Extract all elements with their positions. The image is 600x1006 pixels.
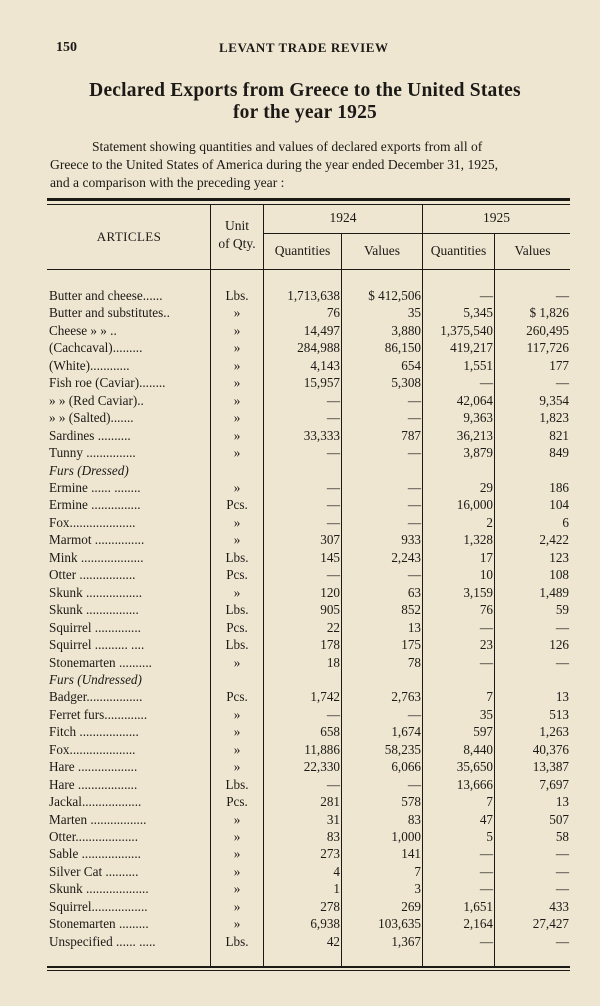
quantity-1925: 597 bbox=[473, 724, 493, 740]
value-1924: 7 bbox=[414, 863, 421, 879]
unit-of-quantity: » bbox=[233, 305, 241, 321]
article-name: Mink ................... bbox=[49, 549, 144, 565]
quantity-1925: 13,666 bbox=[456, 776, 493, 792]
unit-of-quantity: Lbs. bbox=[225, 637, 249, 652]
page-title-line2: for the year 1925 bbox=[232, 102, 378, 123]
quantity-1925: 8,440 bbox=[463, 741, 493, 757]
article-name: Squirrel .......... .... bbox=[49, 637, 145, 652]
article-name: Butter and cheese...... bbox=[49, 288, 163, 303]
quantity-1925: 9,363 bbox=[463, 410, 493, 426]
quantity-1924: 4,143 bbox=[310, 357, 340, 373]
unit-of-quantity: Pcs. bbox=[226, 794, 248, 809]
value-1924: 269 bbox=[401, 898, 421, 914]
quantity-1925: 1,551 bbox=[463, 357, 493, 373]
article-name: Squirrel................. bbox=[49, 898, 148, 914]
value-1925: 1,263 bbox=[539, 724, 569, 740]
header-quantities-1924: Quantities bbox=[274, 243, 331, 258]
quantity-1924: — bbox=[326, 567, 340, 583]
value-1925: 7,697 bbox=[539, 776, 569, 792]
value-1924: 2,243 bbox=[391, 549, 421, 565]
quantity-1925: — bbox=[479, 933, 493, 949]
article-name: Marten ................. bbox=[49, 811, 147, 827]
article-name: Skunk ................. bbox=[49, 584, 143, 600]
quantity-1924: 1,713,638 bbox=[287, 288, 340, 303]
column-divider bbox=[210, 204, 211, 966]
unit-of-quantity: » bbox=[233, 828, 241, 844]
article-name: Squirrel .............. bbox=[49, 619, 141, 635]
value-1925: — bbox=[555, 863, 569, 879]
article-name: Skunk ................... bbox=[49, 881, 149, 897]
value-1924: 13 bbox=[407, 619, 421, 635]
quantity-1925: 5 bbox=[486, 828, 493, 844]
intro-line: Greece to the United States of America during the year ended December 31, 1925, bbox=[50, 157, 499, 172]
quantity-1925: — bbox=[479, 288, 493, 303]
quantity-1924: — bbox=[326, 497, 340, 513]
column-divider bbox=[422, 204, 423, 966]
quantity-1924: — bbox=[326, 410, 340, 426]
quantity-1925: 3,159 bbox=[463, 584, 493, 600]
quantity-1924: 6,938 bbox=[310, 916, 340, 932]
value-1925: 40,376 bbox=[532, 741, 569, 757]
quantity-1925: 5,345 bbox=[463, 305, 493, 321]
article-name: Fox.................... bbox=[49, 514, 136, 530]
quantity-1925: 29 bbox=[479, 479, 493, 495]
value-1925: — bbox=[555, 654, 569, 670]
article-name: Otter ................. bbox=[49, 567, 136, 583]
unit-of-quantity: » bbox=[233, 706, 241, 722]
unit-of-quantity: » bbox=[233, 514, 241, 530]
quantity-1925: 35,650 bbox=[456, 759, 493, 775]
value-1924: — bbox=[407, 392, 421, 408]
quantity-1925: 1,375,540 bbox=[440, 322, 493, 338]
quantity-1925: 36,213 bbox=[456, 427, 493, 443]
article-name: Ferret furs............. bbox=[49, 706, 148, 722]
value-1924: 933 bbox=[401, 532, 421, 548]
quantity-1924: 83 bbox=[326, 828, 340, 844]
value-1924: 654 bbox=[401, 357, 421, 373]
quantity-1925: 7 bbox=[486, 689, 493, 705]
unit-of-quantity: Pcs. bbox=[226, 619, 248, 635]
quantity-1925: — bbox=[479, 619, 493, 635]
value-1925: 13 bbox=[555, 689, 569, 705]
unit-of-quantity: » bbox=[233, 357, 241, 373]
value-1924: 175 bbox=[401, 637, 421, 652]
quantity-1925: — bbox=[479, 863, 493, 879]
page-header bbox=[56, 40, 556, 60]
value-1924: 83 bbox=[407, 811, 421, 827]
page-number: 150 bbox=[56, 40, 77, 55]
value-1924: 1,674 bbox=[391, 724, 421, 740]
value-1924: 141 bbox=[401, 846, 421, 862]
value-1925: 1,823 bbox=[539, 410, 569, 426]
quantity-1925: 23 bbox=[479, 637, 493, 652]
value-1924: — bbox=[407, 514, 421, 530]
value-1924: 6,066 bbox=[391, 759, 421, 775]
value-1925: — bbox=[555, 619, 569, 635]
value-1925: 13 bbox=[555, 794, 569, 809]
value-1924: 78 bbox=[407, 654, 421, 670]
value-1924: 35 bbox=[407, 305, 421, 321]
quantity-1924: 14,497 bbox=[303, 322, 340, 338]
quantity-1924: — bbox=[326, 706, 340, 722]
value-1925: 433 bbox=[549, 898, 569, 914]
article-name: Hare .................. bbox=[49, 776, 138, 792]
value-1924: 852 bbox=[401, 602, 421, 618]
quantity-1925: 35 bbox=[479, 706, 493, 722]
quantity-1924: 22,330 bbox=[303, 759, 340, 775]
value-1924: 3 bbox=[414, 881, 421, 897]
quantity-1924: 284,988 bbox=[297, 340, 340, 356]
value-1924: 103,635 bbox=[378, 916, 421, 932]
unit-of-quantity: » bbox=[233, 724, 241, 740]
value-1925: — bbox=[555, 288, 569, 303]
intro-line: Statement showing quantities and values of declared exports from all of bbox=[92, 139, 483, 154]
unit-of-quantity: » bbox=[233, 846, 241, 862]
article-name: Badger................. bbox=[49, 689, 143, 705]
quantity-1925: — bbox=[479, 881, 493, 897]
year-divider bbox=[263, 233, 422, 234]
section-heading: Furs (Undressed) bbox=[49, 671, 142, 687]
unit-of-quantity: » bbox=[233, 881, 241, 897]
value-1924: 3,880 bbox=[391, 322, 421, 338]
header-quantities-1925: Quantities bbox=[430, 243, 487, 258]
value-1925: 123 bbox=[549, 549, 569, 565]
quantity-1925: — bbox=[479, 375, 493, 391]
value-1925: 104 bbox=[549, 497, 569, 513]
article-name: » » (Salted)....... bbox=[49, 410, 134, 426]
quantity-1924: 33,333 bbox=[303, 427, 340, 443]
value-1924: — bbox=[407, 497, 421, 513]
header-values-1924: Values bbox=[364, 243, 400, 258]
header-values-1925: Values bbox=[514, 243, 551, 258]
value-1925: — bbox=[555, 846, 569, 862]
unit-of-quantity: » bbox=[233, 898, 241, 914]
unit-of-quantity: » bbox=[233, 445, 241, 460]
quantity-1925: — bbox=[479, 846, 493, 862]
quantity-1925: 419,217 bbox=[450, 340, 493, 356]
article-name: Stonemarten .......... bbox=[49, 654, 152, 670]
unit-of-quantity: » bbox=[233, 584, 241, 600]
quantity-1924: 145 bbox=[320, 549, 340, 565]
value-1925: — bbox=[555, 881, 569, 897]
table-bottom-rule-thin bbox=[47, 970, 570, 971]
article-name: Silver Cat .......... bbox=[49, 863, 139, 879]
running-head: LEVANT TRADE REVIEW bbox=[219, 40, 389, 55]
value-1925: 513 bbox=[549, 706, 569, 722]
article-name: Ermine ...... ........ bbox=[49, 479, 141, 495]
quantity-1925: 10 bbox=[479, 567, 493, 583]
unit-of-quantity: » bbox=[233, 392, 241, 408]
value-1924: — bbox=[407, 776, 421, 792]
article-name: Sardines .......... bbox=[49, 427, 131, 443]
article-name: » » (Red Caviar).. bbox=[49, 392, 144, 408]
table-top-rule bbox=[47, 198, 570, 201]
unit-of-quantity: » bbox=[233, 410, 241, 426]
value-1925: — bbox=[555, 933, 569, 949]
unit-of-quantity: » bbox=[233, 375, 241, 391]
article-name: Sable .................. bbox=[49, 846, 141, 862]
value-1924: 2,763 bbox=[391, 689, 421, 705]
quantity-1925: 3,879 bbox=[463, 445, 493, 460]
article-name: Marmot ............... bbox=[49, 532, 145, 548]
unit-of-quantity: » bbox=[233, 322, 241, 338]
intro-paragraph bbox=[50, 138, 570, 192]
quantity-1925: 2 bbox=[486, 514, 493, 530]
value-1925: 108 bbox=[549, 567, 569, 583]
header-unit-line1: Unit bbox=[224, 218, 249, 233]
unit-of-quantity: Lbs. bbox=[225, 776, 249, 792]
value-1924: 787 bbox=[401, 427, 421, 443]
article-name: Ermine ............... bbox=[49, 497, 141, 513]
value-1925: 27,427 bbox=[532, 916, 569, 932]
quantity-1924: 42 bbox=[326, 933, 340, 949]
article-name: Hare .................. bbox=[49, 759, 138, 775]
unit-of-quantity: Pcs. bbox=[226, 497, 248, 513]
value-1924: 58,235 bbox=[384, 741, 421, 757]
unit-of-quantity: Lbs. bbox=[225, 288, 249, 303]
unit-of-quantity: » bbox=[233, 759, 241, 775]
intro-line: and a comparison with the preceding year : bbox=[50, 175, 285, 190]
article-name: Cheese » » .. bbox=[49, 322, 117, 338]
value-1925: 59 bbox=[555, 602, 569, 618]
unit-of-quantity: Pcs. bbox=[226, 689, 248, 705]
value-1925: 6 bbox=[562, 514, 569, 530]
quantity-1924: 18 bbox=[326, 654, 340, 670]
value-1925: 126 bbox=[549, 637, 569, 652]
article-name: Jackal.................. bbox=[49, 794, 142, 809]
unit-of-quantity: » bbox=[233, 863, 241, 879]
unit-of-quantity: Lbs. bbox=[225, 549, 249, 565]
quantity-1924: 1,742 bbox=[310, 689, 340, 705]
article-name: Fish roe (Caviar)........ bbox=[49, 375, 166, 391]
article-name: (White)............ bbox=[49, 357, 130, 373]
quantity-1925: 2,164 bbox=[463, 916, 493, 932]
quantity-1924: — bbox=[326, 479, 340, 495]
article-name: Butter and substitutes.. bbox=[49, 305, 170, 321]
quantity-1925: 47 bbox=[479, 811, 493, 827]
year-divider bbox=[422, 233, 570, 234]
unit-of-quantity: » bbox=[233, 811, 241, 827]
value-1924: — bbox=[407, 567, 421, 583]
value-1925: 821 bbox=[549, 427, 569, 443]
article-name: Fitch .................. bbox=[49, 724, 139, 740]
header-bottom-rule bbox=[47, 269, 570, 270]
article-name: (Cachcaval)......... bbox=[49, 340, 143, 356]
value-1925: $ 1,826 bbox=[529, 305, 569, 321]
quantity-1924: 278 bbox=[320, 898, 340, 914]
quantity-1924: — bbox=[326, 514, 340, 530]
quantity-1924: 11,886 bbox=[304, 741, 340, 757]
table-top-rule-thin bbox=[47, 204, 570, 205]
quantity-1925: 16,000 bbox=[456, 497, 493, 513]
value-1925: 260,495 bbox=[526, 322, 569, 338]
value-1924: 5,308 bbox=[391, 375, 421, 391]
quantity-1924: 178 bbox=[320, 637, 340, 652]
unit-of-quantity: » bbox=[233, 654, 241, 670]
value-1925: 186 bbox=[549, 479, 569, 495]
quantity-1925: 1,651 bbox=[463, 898, 493, 914]
quantity-1925: — bbox=[479, 654, 493, 670]
quantity-1924: 120 bbox=[320, 584, 340, 600]
value-1925: 177 bbox=[549, 357, 569, 373]
value-1925: 13,387 bbox=[532, 759, 569, 775]
article-name: Fox.................... bbox=[49, 741, 136, 757]
header-unit-line2: of Qty. bbox=[218, 236, 256, 251]
value-1924: 1,000 bbox=[391, 828, 421, 844]
value-1925: 507 bbox=[549, 811, 569, 827]
unit-of-quantity: » bbox=[233, 427, 241, 443]
value-1924: 63 bbox=[407, 584, 421, 600]
article-name: Skunk ................ bbox=[49, 602, 139, 618]
unit-of-quantity: » bbox=[233, 479, 241, 495]
unit-of-quantity: » bbox=[233, 532, 241, 548]
unit-of-quantity: » bbox=[233, 741, 241, 757]
header-year-1924: 1924 bbox=[329, 210, 357, 225]
unit-of-quantity: Lbs. bbox=[225, 933, 249, 949]
unit-of-quantity: Pcs. bbox=[226, 567, 248, 583]
quantity-1924: 31 bbox=[326, 811, 340, 827]
value-1924: 86,150 bbox=[384, 340, 421, 356]
value-1925: 2,422 bbox=[539, 532, 569, 548]
quantity-1924: 1 bbox=[333, 881, 340, 897]
value-1925: — bbox=[555, 375, 569, 391]
article-name: Tunny ............... bbox=[49, 445, 136, 460]
header-articles: ARTICLES bbox=[96, 229, 162, 244]
article-name: Stonemarten ......... bbox=[49, 916, 149, 932]
value-1925: 58 bbox=[555, 828, 569, 844]
quantity-1925: 17 bbox=[479, 549, 493, 565]
unit-of-quantity: » bbox=[233, 916, 241, 932]
section-heading: Furs (Dressed) bbox=[49, 462, 129, 478]
unit-of-quantity: Lbs. bbox=[225, 602, 249, 618]
quantity-1924: 15,957 bbox=[303, 375, 340, 391]
quantity-1924: 658 bbox=[320, 724, 340, 740]
quantity-1924: 273 bbox=[320, 846, 340, 862]
page-title-line1: Declared Exports from Greece to the United States bbox=[89, 80, 521, 101]
value-1925: 849 bbox=[549, 445, 569, 460]
quantity-1925: 1,328 bbox=[463, 532, 493, 548]
quantity-1924: 76 bbox=[326, 305, 340, 321]
value-1925: 9,354 bbox=[539, 392, 569, 408]
quantity-1924: 281 bbox=[320, 794, 340, 809]
value-1924: 1,367 bbox=[391, 933, 421, 949]
article-name: Unspecified ...... ..... bbox=[49, 933, 156, 949]
value-1924: 578 bbox=[401, 794, 421, 809]
quantity-1924: — bbox=[326, 445, 340, 460]
table-bottom-rule bbox=[47, 966, 570, 968]
article-name: Otter................... bbox=[49, 828, 139, 844]
quantity-1924: 905 bbox=[320, 602, 340, 618]
value-1924: — bbox=[407, 706, 421, 722]
quantity-1924: — bbox=[326, 776, 340, 792]
value-1924: — bbox=[407, 479, 421, 495]
quantity-1924: 22 bbox=[326, 619, 340, 635]
quantity-1924: 307 bbox=[320, 532, 340, 548]
value-1924: $ 412,506 bbox=[368, 288, 421, 303]
quantity-1925: 42,064 bbox=[456, 392, 493, 408]
quantity-1924: 4 bbox=[333, 863, 340, 879]
quantity-1925: 7 bbox=[486, 794, 493, 809]
value-1924: — bbox=[407, 445, 421, 460]
value-1925: 1,489 bbox=[539, 584, 569, 600]
unit-of-quantity: » bbox=[233, 340, 241, 356]
header-year-1925: 1925 bbox=[483, 210, 510, 225]
value-1925: 117,726 bbox=[526, 340, 569, 356]
quantity-1924: — bbox=[326, 392, 340, 408]
value-1924: — bbox=[407, 410, 421, 426]
quantity-1925: 76 bbox=[479, 602, 493, 618]
